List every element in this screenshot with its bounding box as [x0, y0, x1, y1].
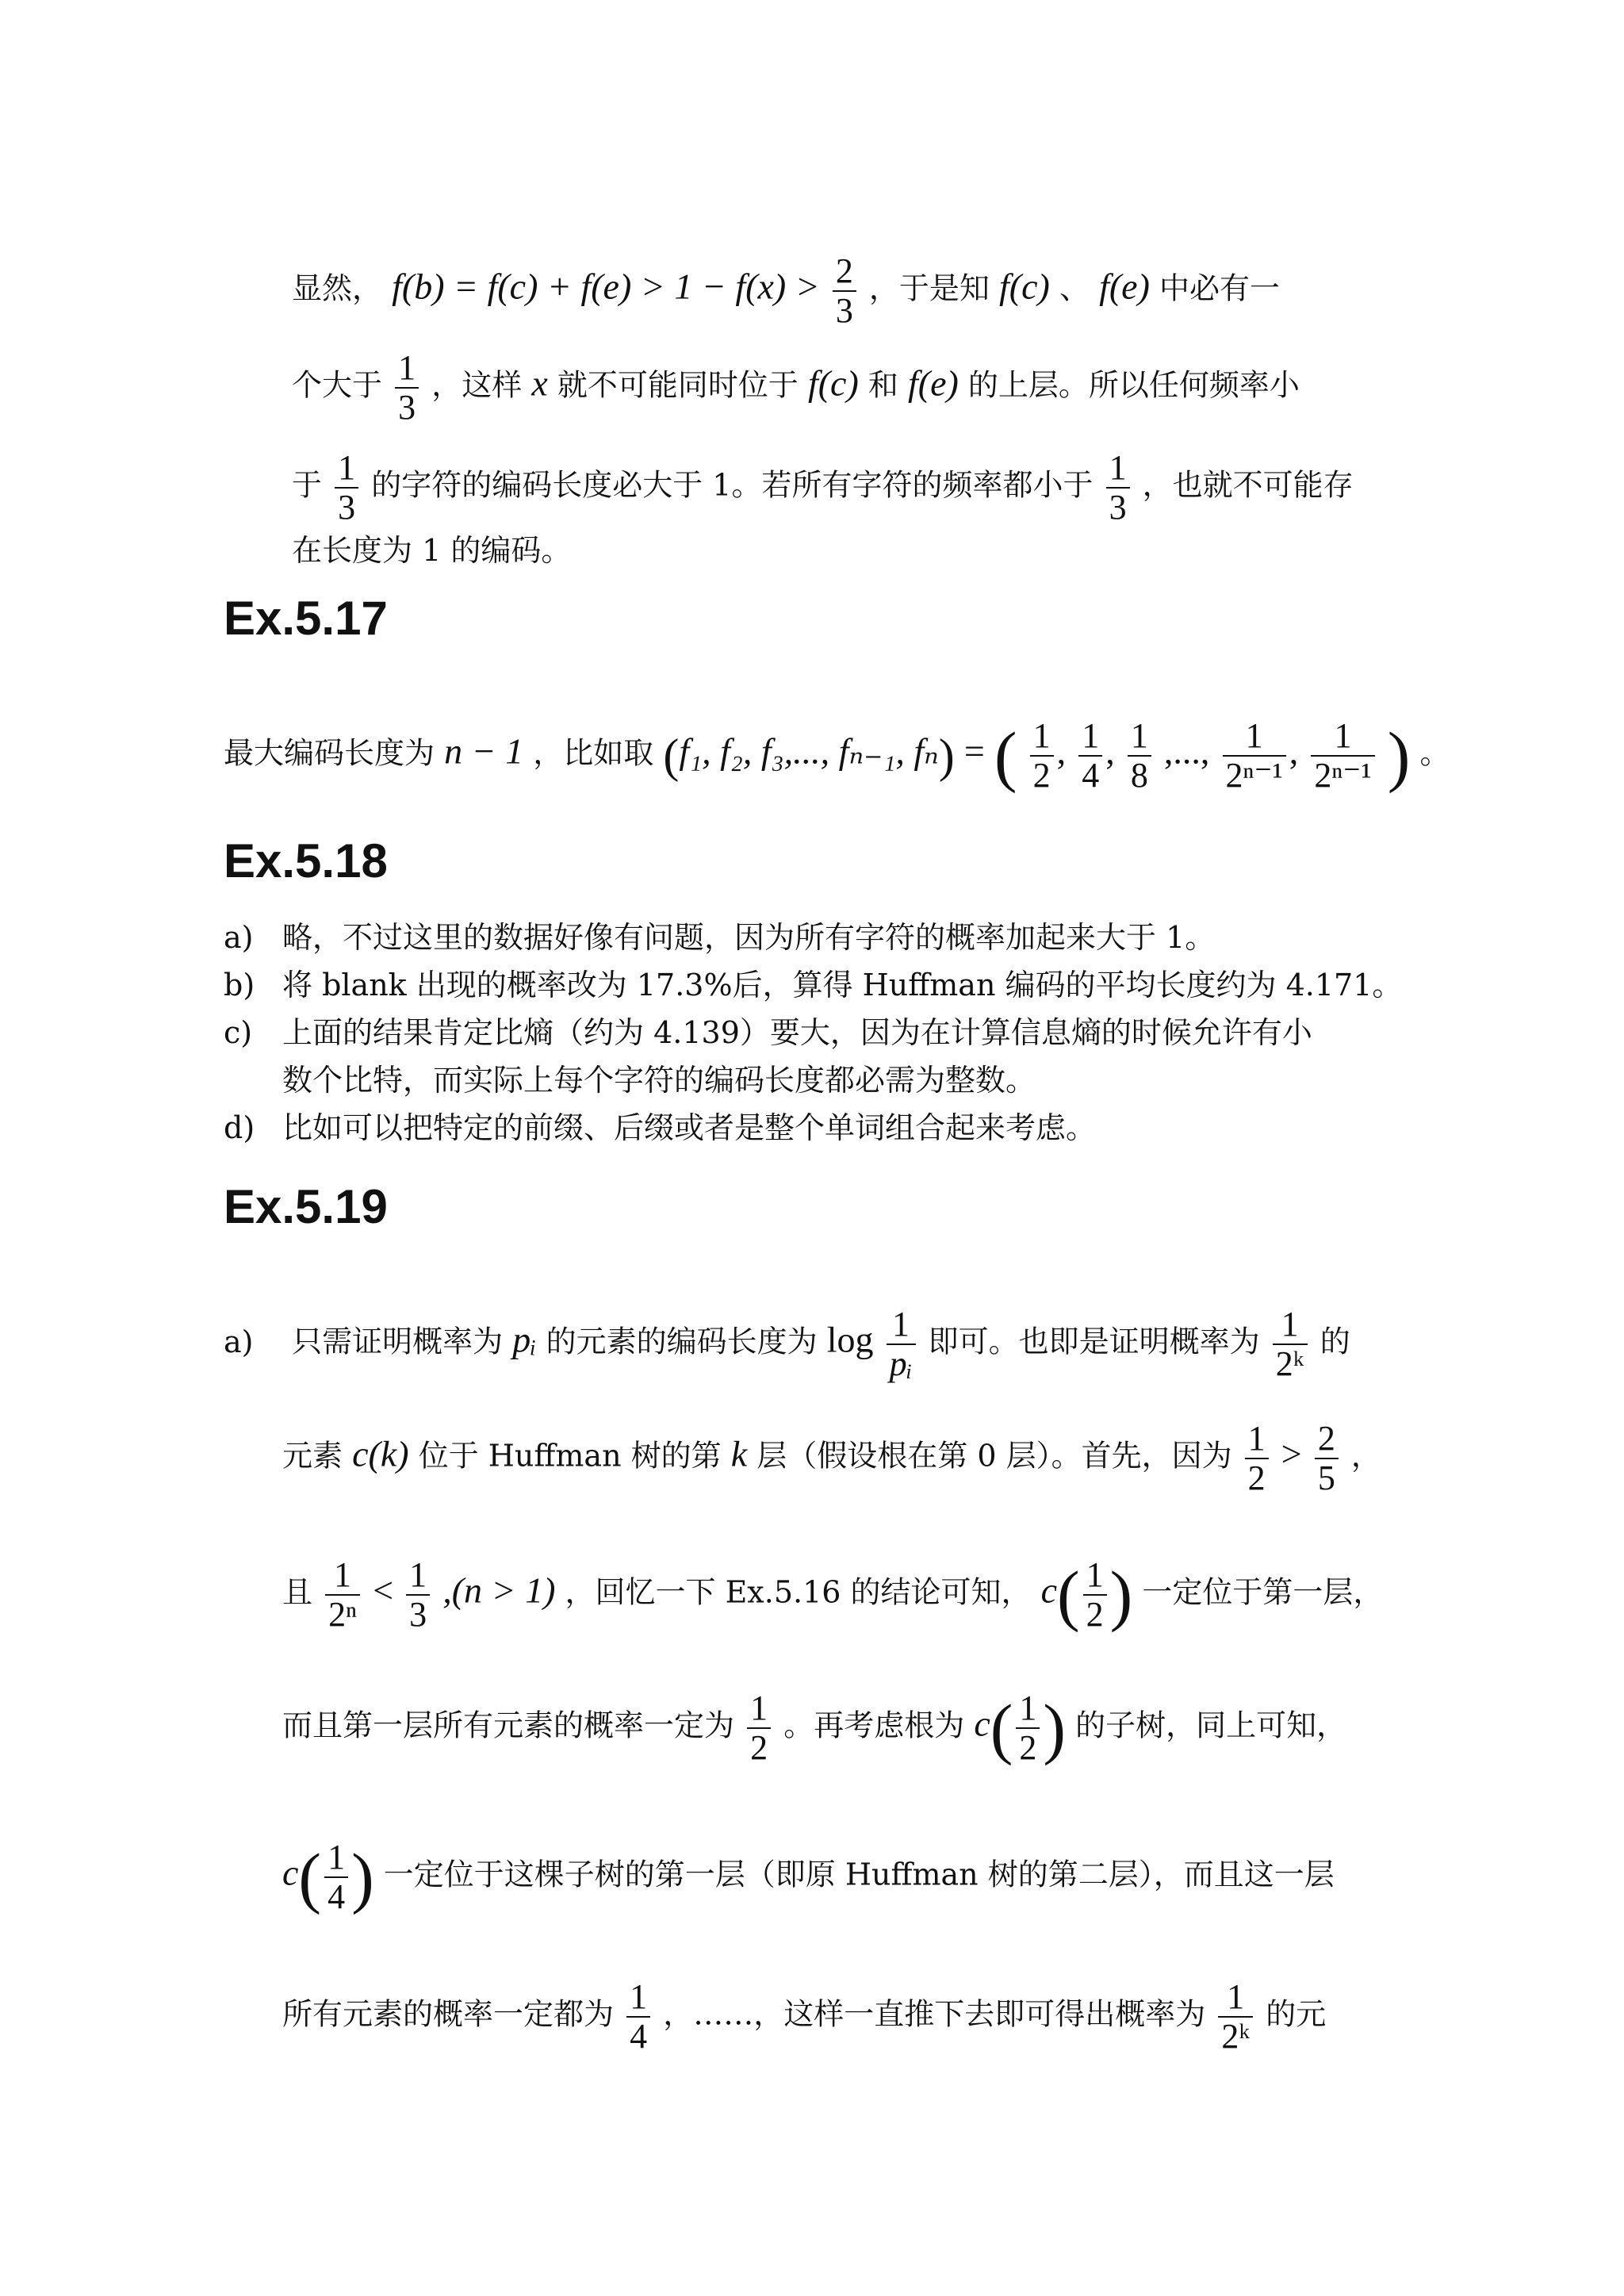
text: 层（假设根在第 0 层）。首先，因为 — [756, 1438, 1232, 1474]
text: 和 — [868, 367, 898, 403]
left-paren: ( — [990, 1690, 1013, 1766]
denominator: 2ⁿ⁻¹ — [1311, 755, 1374, 795]
text: 。 — [1419, 735, 1450, 771]
comma: , — [1056, 730, 1067, 772]
numerator: 1 — [1032, 716, 1051, 755]
text: 且 — [282, 1574, 313, 1610]
list-text: 略，不过这里的数据好像有问题，因为所有字符的概率加起来大于 1。 — [282, 920, 1216, 955]
math-fe: f(e) — [1099, 266, 1150, 307]
denominator: 3 — [395, 387, 419, 427]
text: 即可。也即是证明概率为 — [928, 1324, 1260, 1359]
fraction — [1016, 1689, 1040, 1767]
denominator: 4 — [626, 2016, 650, 2056]
text: ，于是知 — [868, 270, 990, 306]
numerator: 1 — [398, 348, 416, 387]
math-condition: ,(n > 1) — [442, 1570, 556, 1611]
text: 中必有一 — [1159, 270, 1281, 306]
text: 只需证明概率为 — [292, 1324, 504, 1359]
list-text: 将 blank 出现的概率改为 17.3%后，算得 Huffman 编码的平均长度约为 4.171。 — [282, 968, 1403, 1002]
list-item — [224, 1009, 1312, 1056]
numerator: 1 — [1109, 448, 1127, 487]
math-k: k — [730, 1433, 748, 1474]
denominator: 2 — [1030, 755, 1054, 795]
numerator: 1 — [409, 1555, 427, 1594]
text: 就不可能同时位于 — [557, 367, 799, 403]
paragraph-line — [224, 717, 1450, 795]
text: 一定位于这棵子树的第一层（即原 Huffman 树的第二层），而且这一层 — [383, 1857, 1335, 1892]
math-fe: f(e) — [907, 362, 959, 404]
numerator: 1 — [1086, 1555, 1104, 1594]
paragraph-line — [282, 1420, 1381, 1497]
fraction — [833, 252, 856, 330]
list-marker: c) — [224, 1015, 253, 1050]
denominator: 2ᵏ — [1218, 2016, 1253, 2056]
text: 的元 — [1266, 1996, 1327, 2032]
math-fc: f(c) — [807, 362, 859, 404]
math-n-minus-1: n − 1 — [444, 730, 524, 772]
paragraph-line — [292, 449, 1354, 527]
numerator: 1 — [750, 1688, 768, 1727]
math-inequality: f(b) = f(c) + f(e) > 1 − f(x) > — [392, 266, 820, 307]
text: ， — [1350, 1438, 1381, 1474]
text: 、 — [1059, 270, 1090, 306]
fraction — [1030, 717, 1054, 795]
math-tuple: f₁, f₂, f₃,..., fₙ₋₁, fₙ — [679, 730, 939, 772]
text: ，回忆一下 Ex.5.16 的结论可知， — [565, 1574, 1032, 1610]
numerator: 1 — [1247, 1419, 1266, 1458]
fraction — [1083, 1556, 1107, 1634]
fraction — [324, 1838, 348, 1916]
text: 。再考虑根为 — [783, 1708, 965, 1743]
text: 显然， — [292, 270, 383, 306]
text: 的上层。所以任何频率小 — [967, 367, 1300, 403]
list-marker: d) — [224, 1110, 255, 1145]
math-pi: pᵢ — [512, 1319, 537, 1360]
numerator: 1 — [630, 1977, 648, 2016]
numerator: 1 — [1227, 1977, 1245, 2016]
math-c: c — [1040, 1570, 1058, 1611]
text: 元素 — [282, 1438, 343, 1474]
section-heading: Ex.5.19 — [224, 1180, 388, 1233]
greater-than: > — [1281, 1433, 1302, 1474]
fraction — [335, 449, 358, 527]
paragraph-line — [282, 1556, 1383, 1634]
left-paren: ( — [1057, 1557, 1080, 1633]
paragraph-line: 在长度为 1 的编码。 — [292, 533, 572, 568]
paragraph-line — [282, 1978, 1326, 2056]
math-x: x — [531, 362, 548, 404]
numerator: 1 — [1245, 716, 1263, 755]
numerator: 1 — [1082, 716, 1100, 755]
list-marker: a) — [224, 1324, 254, 1359]
numerator: 1 — [1019, 1688, 1037, 1727]
numerator: 1 — [334, 1555, 352, 1594]
text: 而且第一层所有元素的概率一定为 — [282, 1708, 735, 1743]
denominator: 3 — [335, 487, 358, 527]
less-than: < — [373, 1570, 394, 1611]
left-paren: ( — [663, 730, 680, 782]
denominator: 2ⁿ — [325, 1594, 360, 1634]
denominator: 3 — [1106, 487, 1130, 527]
numerator: 1 — [1334, 716, 1352, 755]
fraction — [747, 1689, 771, 1767]
text: 的元素的编码长度为 — [546, 1324, 818, 1359]
numerator: 1 — [338, 448, 356, 487]
right-paren: ) — [1043, 1690, 1067, 1766]
equals-sign: = — [963, 730, 985, 772]
fraction — [1078, 717, 1102, 795]
fraction — [887, 1305, 916, 1383]
numerator: 2 — [1317, 1419, 1335, 1458]
paragraph-line — [292, 252, 1280, 330]
comma: , — [1105, 730, 1115, 772]
list-item — [224, 914, 1215, 961]
fraction — [1218, 1978, 1253, 2056]
text: 所有元素的概率一定都为 — [282, 1996, 615, 2032]
right-paren: ) — [1387, 718, 1411, 794]
denominator: 8 — [1128, 755, 1151, 795]
list-item — [224, 1104, 1096, 1152]
numerator: 1 — [892, 1305, 910, 1343]
text: 个大于 — [292, 367, 383, 403]
fraction — [1315, 1420, 1339, 1497]
denominator: 2 — [1016, 1727, 1040, 1767]
list-item — [224, 961, 1402, 1009]
fraction — [626, 1978, 650, 2056]
fraction — [1223, 717, 1286, 795]
text: 的子树，同上可知， — [1075, 1708, 1347, 1743]
numerator: 1 — [1281, 1305, 1299, 1343]
ellipsis: ,..., — [1163, 730, 1210, 772]
text: ，这样 — [431, 367, 523, 403]
list-item-continuation: 数个比特，而实际上每个字符的编码长度都必需为整数。 — [282, 1063, 1036, 1098]
text: 最大编码长度为 — [224, 735, 435, 771]
math-c: c — [282, 1852, 299, 1893]
text: ，比如取 — [533, 735, 654, 771]
paragraph-line — [282, 1689, 1346, 1767]
numerator: 2 — [835, 251, 853, 290]
right-paren: ) — [1109, 1557, 1133, 1633]
list-text: 比如可以把特定的前缀、后缀或者是整个单词组合起来考虑。 — [282, 1110, 1097, 1145]
fraction — [1245, 1420, 1269, 1497]
list-marker: b) — [224, 968, 255, 1002]
list-marker: a) — [224, 920, 254, 955]
fraction — [395, 349, 419, 427]
fraction — [406, 1556, 430, 1634]
denominator: 2ⁿ⁻¹ — [1223, 755, 1286, 795]
fraction — [1273, 1305, 1308, 1383]
denominator: 2 — [747, 1727, 771, 1767]
fraction — [1106, 449, 1130, 527]
right-paren: ) — [351, 1839, 374, 1915]
math-ck: c(k) — [352, 1433, 409, 1474]
math-c: c — [974, 1703, 990, 1744]
numerator: 1 — [1130, 716, 1148, 755]
text: ，也就不可能存 — [1142, 467, 1354, 503]
fraction — [1311, 717, 1374, 795]
left-paren: ( — [994, 718, 1017, 794]
math-fc: f(c) — [999, 266, 1050, 307]
fraction — [325, 1556, 360, 1634]
denominator: 3 — [406, 1594, 430, 1634]
right-paren: ) — [938, 730, 955, 782]
fraction — [1128, 717, 1151, 795]
denominator: 4 — [1078, 755, 1102, 795]
left-paren: ( — [298, 1839, 322, 1915]
denominator: 3 — [833, 290, 856, 330]
text: 位于 Huffman 树的第 — [418, 1438, 722, 1474]
text: 的 — [1320, 1324, 1350, 1359]
comma: , — [1289, 730, 1299, 772]
paragraph-line — [292, 349, 1300, 427]
section-heading: Ex.5.17 — [224, 592, 388, 645]
denominator: 5 — [1315, 1458, 1339, 1497]
denominator: 2 — [1083, 1594, 1107, 1634]
paragraph-line — [282, 1838, 1335, 1916]
denominator: 4 — [324, 1876, 348, 1916]
list-text: 上面的结果肯定比熵（约为 4.139）要大，因为在计算信息熵的时候允许有小 — [282, 1015, 1312, 1050]
text: ，……，这样一直推下去即可得出概率为 — [663, 1996, 1206, 2032]
text: 一定位于第一层， — [1142, 1574, 1384, 1610]
text: 的字符的编码长度必大于 1。若所有字符的频率都小于 — [371, 467, 1094, 503]
denominator: 2 — [1245, 1458, 1269, 1497]
text: 于 — [292, 467, 323, 503]
list-item — [224, 1305, 1350, 1383]
section-heading: Ex.5.18 — [224, 834, 388, 887]
denominator: 2ᵏ — [1273, 1343, 1308, 1383]
numerator: 1 — [327, 1838, 346, 1876]
denominator: pᵢ — [887, 1343, 916, 1383]
math-log: log — [826, 1319, 874, 1360]
